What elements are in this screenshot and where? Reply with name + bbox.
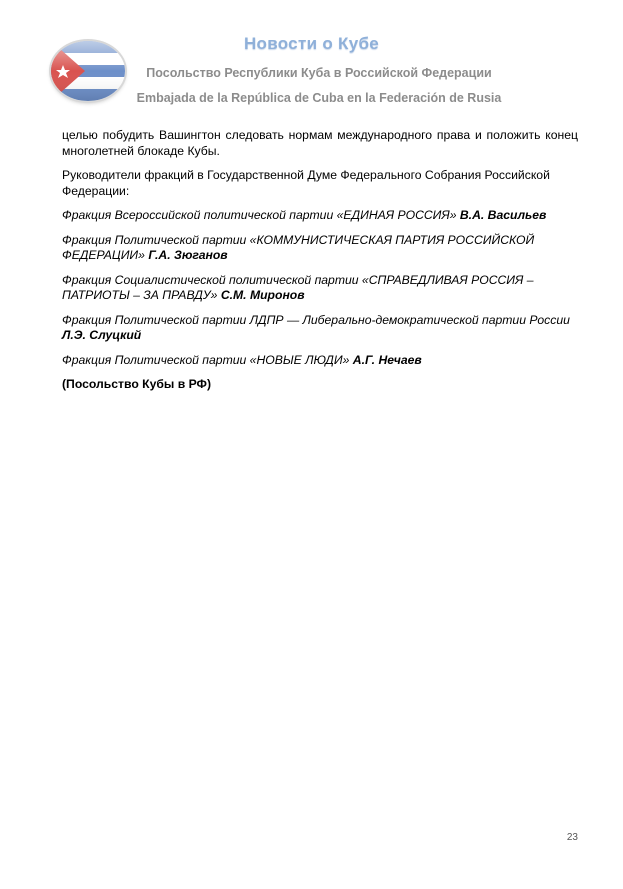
page-number: 23: [566, 832, 578, 843]
faction-entry: [62, 313, 578, 344]
paragraph-intro: целью побудить Вашингтон следовать нормам международного права и положить конец многолетней блокаде Кубы.: [62, 128, 578, 158]
article-body: [62, 128, 578, 402]
embassy-name-spanish: Embajada de la República de Cuba en la Federación de Rusia: [136, 91, 502, 105]
faction-name: Фракция Политической партии «КОММУНИСТИЧЕСКАЯ ПАРТИЯ РОССИЙСКОЙ ФЕДЕРАЦИИ»: [62, 232, 535, 262]
faction-leader: С.М. Миронов: [220, 288, 305, 302]
faction-entry: [62, 353, 578, 369]
faction-entry: [62, 273, 578, 304]
page-header: [0, 0, 623, 115]
article-source: (Посольство Кубы в РФ): [62, 377, 212, 391]
faction-leader: В.А. Васильев: [459, 208, 547, 222]
site-title: Новости о Кубе: [243, 34, 380, 53]
faction-leader: А.Г. Нечаев: [352, 352, 422, 367]
faction-name: Фракция Политической партии «НОВЫЕ ЛЮДИ»: [62, 352, 350, 367]
faction-name: Фракция Политической партии ЛДПР — Либерально-демократической партии России: [62, 312, 570, 327]
embassy-name-russian: Посольство Республики Куба в Российской Федерации: [146, 66, 492, 80]
faction-entry: [62, 233, 578, 264]
faction-leader: Г.А. Зюганов: [148, 248, 228, 262]
faction-name: Фракция Всероссийской политической партии «ЕДИНАЯ РОССИЯ»: [62, 208, 457, 222]
faction-leader: Л.Э. Слуцкий: [62, 328, 142, 342]
faction-name: Фракция Социалистической политической партии «СПРАВЕДЛИВАЯ РОССИЯ – ПАТРИОТЫ – ЗА ПРАВДУ»: [62, 272, 534, 302]
faction-entry: [62, 208, 578, 224]
paragraph-leaders: Руководители фракций в Государственной Думе Федерального Собрания Российской Федерации:: [62, 168, 550, 198]
